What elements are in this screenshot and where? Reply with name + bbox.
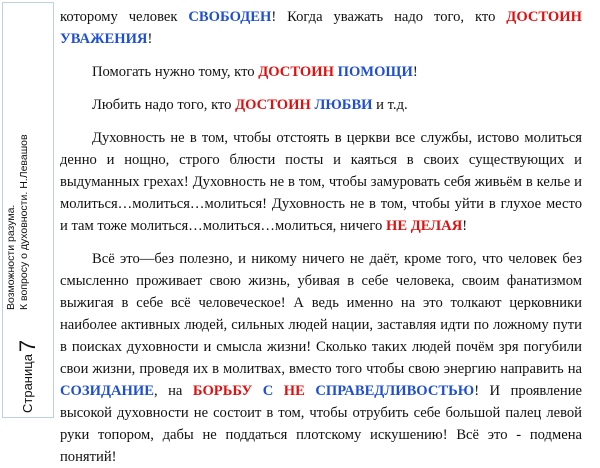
- text: Всё это—без полезно, и никому ничего не даёт, кроме того, что человек без смысленно проживает свою жизнь, убивая в себе человека, своим фанатизмом выжигая в себе всё человеческое! А ведь именно на это толкают церковники наиболее активных людей, сильных людей нации, заставляя идти по ложному пути в поисках духовности и смысла жизни! Сколько таких людей почём зря погубили свои жизни, проведя их в молитвах, вместо того чтобы свою энергию направить на: [60, 251, 582, 377]
- highlight-blue: СОЗИДАНИЕ: [60, 383, 154, 399]
- highlight-blue: ПОМОЩИ: [337, 64, 413, 80]
- running-title-line2: К вопросу о духовности. Н.Левашов: [18, 134, 30, 310]
- paragraph-3: [60, 94, 582, 116]
- highlight-blue: УВАЖЕНИЯ: [60, 31, 148, 47]
- text: Любить надо того, кто: [92, 97, 236, 113]
- text: , на: [153, 383, 193, 399]
- highlight-red: БОРЬБУ: [192, 383, 253, 399]
- page-number: 7: [15, 339, 40, 353]
- running-title: [5, 134, 31, 310]
- highlight-blue: СВОБОДЕН: [188, 9, 272, 25]
- page-number-label: [15, 340, 41, 413]
- paragraph-2: [60, 61, 582, 83]
- text: [252, 383, 263, 399]
- highlight-red: НЕ: [283, 383, 305, 399]
- text: !: [147, 31, 153, 47]
- text: [273, 383, 284, 399]
- highlight-blue: С: [262, 383, 274, 399]
- highlight-blue: ЛЮБВИ: [314, 97, 373, 113]
- running-title-line1: Возможности разума.: [5, 204, 17, 310]
- highlight-red: НЕ ДЕЛАЯ: [385, 218, 463, 234]
- paragraph-1: [60, 6, 582, 50]
- highlight-red: ДОСТОИН: [258, 64, 334, 80]
- text: и т.д.: [372, 97, 408, 113]
- page-sidebar: [2, 2, 54, 418]
- sidebar-rotated-text: [3, 5, 53, 415]
- page-label: Страница: [20, 354, 35, 413]
- highlight-blue: СПРАВЕДЛИВОСТЬЮ: [315, 383, 475, 399]
- highlight-red: ДОСТОИН: [506, 9, 582, 25]
- text: Духовность не в том, чтобы отстоять в церкви все службы, истово молиться денно и нощно, строго блюсти посты и каяться в своих существующих и выдуманных грехах! Духовность не в том, чтобы замуровать себя живьём в келье и молиться…молиться…молиться! Духовность не в том, чтобы уйти в глухое место и там тоже молиться…молиться…молиться, ничего: [60, 130, 582, 234]
- document-body: [60, 6, 582, 468]
- text: Помогать нужно тому, кто: [92, 64, 259, 80]
- paragraph-4: [60, 127, 582, 237]
- text: ! И проявление высокой духовности не состоит в том, чтобы отрубить себе большой палец левой руки топором, дабы не поддаться плотскому искушению! Всё это - подмена понятий!: [60, 383, 582, 465]
- paragraph-5: [60, 248, 582, 468]
- highlight-red: ДОСТОИН: [235, 97, 311, 113]
- text: ! Когда уважать надо того, кто: [271, 9, 507, 25]
- text: !: [412, 64, 418, 80]
- text: !: [462, 218, 468, 234]
- text: [305, 383, 316, 399]
- text: которому человек: [60, 9, 189, 25]
